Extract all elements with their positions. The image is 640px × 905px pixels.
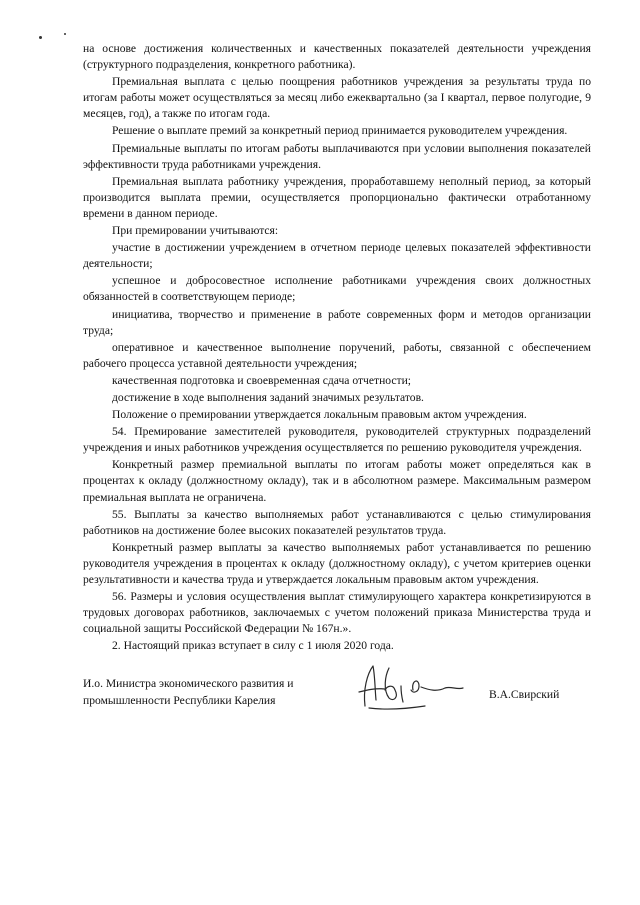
- paragraph: Решение о выплате премий за конкретный период принимается руководителем учреждения.: [112, 124, 568, 138]
- list-item: качественная подготовка и своевременная сдача отчетности;: [112, 373, 412, 387]
- document-body: [83, 41, 591, 654]
- list-item: участие в достижении учреждением в отчетном периоде целевых показателей эффективности деятельности;: [83, 241, 591, 271]
- paragraph: на основе достижения количественных и качественных показателей деятельности учреждения (структурного подразделения, конкретного работника).: [83, 42, 591, 72]
- clause-56: 56. Размеры и условия осуществления выплат стимулирующего характера конкретизируются в трудовых договорах работников, заключаемых с учетом положений приказа Министерства труда и социальной защиты Российской Федерации № 167н.».: [83, 590, 591, 636]
- clause-55: 55. Выплаты за качество выполняемых работ устанавливаются с целью стимулирования работников на достижение более высоких показателей результатов труда.: [83, 507, 591, 537]
- list-item: инициатива, творчество и применение в работе современных форм и методов организации труда;: [83, 307, 591, 337]
- handwritten-signature: [345, 660, 475, 712]
- list-item: оперативное и качественное выполнение поручений, работы, связанной с обеспечением рабочего процесса уставной деятельности учреждения;: [83, 340, 591, 370]
- paragraph: Премиальная выплата с целью поощрения работников учреждения за результаты труда по итогам работы может осуществляться за месяц либо ежеквартально (за I квартал, первое полугодие, 9 месяцев, год), а также по итогам года.: [83, 75, 591, 121]
- paragraph: Конкретный размер премиальной выплаты по итогам работы может определяться как в процентах к окладу (должностному окладу), так и в абсолютном размере. Максимальным размером премиальная выплата не ограничена.: [83, 458, 591, 504]
- signatory-position-line: промышленности Республики Карелия: [83, 693, 276, 707]
- signatory-position: [83, 676, 293, 709]
- scan-speck: [64, 33, 66, 35]
- scan-speck: [39, 36, 42, 39]
- list-item: успешное и добросовестное исполнение работниками учреждения своих должностных обязанностей в соответствующем периоде;: [83, 274, 591, 304]
- clause-54: 54. Премирование заместителей руководителя, руководителей структурных подразделений учреждения и иных работников учреждения осуществляется по решению руководителя учреждения.: [83, 425, 591, 455]
- paragraph: Премиальные выплаты по итогам работы выплачиваются при условии выполнения показателей эффективности труда работниками учреждения.: [83, 141, 591, 171]
- paragraph: Премиальная выплата работнику учреждения, проработавшему неполный период, за который производится выплата премии, осуществляется пропорционально фактически отработанному времени в данном периоде.: [83, 174, 591, 220]
- effective-date-clause: 2. Настоящий приказ вступает в силу с 1 июля 2020 года.: [112, 639, 394, 653]
- paragraph: Положение о премировании утверждается локальным правовым актом учреждения.: [112, 408, 527, 422]
- paragraph: При премировании учитываются:: [112, 224, 279, 238]
- list-item: достижение в ходе выполнения заданий значимых результатов.: [112, 390, 424, 404]
- signature-block: [83, 676, 591, 716]
- paragraph: Конкретный размер выплаты за качество выполняемых работ устанавливается по решению руководителя учреждения в процентах к окладу (должностному окладу), с учетом критериев оценки результативности и качества труда и утверждается локальным правовым актом учреждения.: [83, 540, 591, 586]
- signatory-name: В.А.Свирский: [489, 688, 560, 701]
- signatory-position-line: И.о. Министра экономического развития и: [83, 677, 294, 690]
